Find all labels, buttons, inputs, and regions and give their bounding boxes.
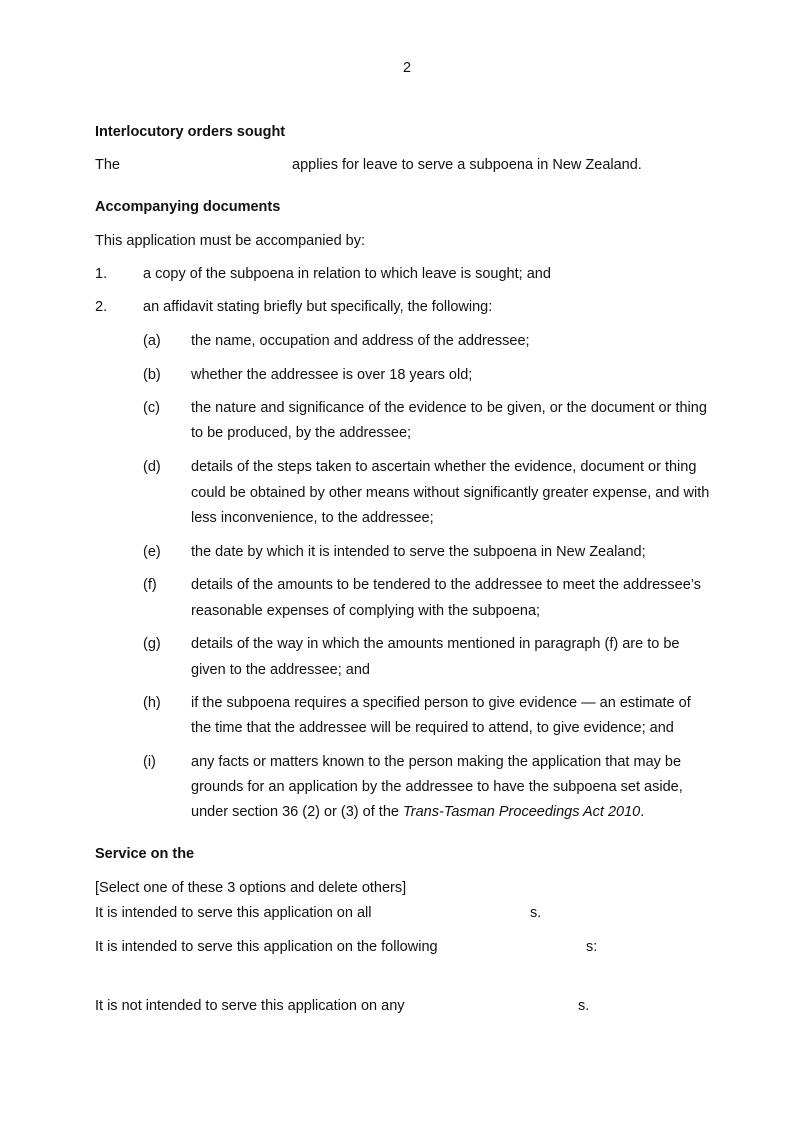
- subitem-text: the nature and significance of the evidence to be given, or the document or thing: [191, 400, 707, 416]
- service-option-1-end: s.: [530, 905, 542, 921]
- subitem-text: details of the steps taken to ascertain whether the evidence, document or thing: [191, 459, 697, 475]
- subitem-text: the time that the addressee will be required to attend, to give evidence; and: [191, 720, 674, 736]
- subitem-text: reasonable expenses of complying with the subpoena;: [191, 603, 541, 619]
- service-option-2-end: s:: [586, 939, 598, 955]
- list-item-text: an affidavit stating briefly but specifically, the following:: [143, 299, 493, 315]
- subitem-label: (c): [143, 400, 160, 416]
- interlocutory-the: The: [95, 157, 120, 173]
- act-title-period: .: [640, 804, 645, 820]
- service-option-2: It is intended to serve this application on the following: [95, 939, 438, 955]
- subitem-label: (f): [143, 577, 157, 593]
- subitem-text: given to the addressee; and: [191, 662, 370, 678]
- subitem-label: (d): [143, 459, 161, 475]
- subitem-text: could be obtained by other means without significantly greater expense, and with: [191, 485, 710, 501]
- service-option-3-end: s.: [578, 998, 590, 1014]
- service-option-1: It is intended to serve this application on all: [95, 905, 372, 921]
- subitem-text: details of the amounts to be tendered to the addressee to meet the addressee’s: [191, 577, 701, 593]
- section-heading-accompanying: Accompanying documents: [95, 199, 281, 215]
- list-item-text: a copy of the subpoena in relation to which leave is sought; and: [143, 266, 551, 282]
- subitem-label: (a): [143, 333, 161, 349]
- subitem-label: (i): [143, 754, 156, 770]
- section-heading-interlocutory: Interlocutory orders sought: [95, 124, 286, 140]
- subitem-text: to be produced, by the addressee;: [191, 425, 412, 441]
- subitem-text: if the subpoena requires a specified person to give evidence — an estimate of: [191, 695, 691, 711]
- subitem-label: (e): [143, 544, 161, 560]
- list-number: 1.: [95, 266, 108, 282]
- subitem-label: (b): [143, 367, 161, 383]
- subitem-text: grounds for an application by the addressee to have the subpoena set aside,: [191, 779, 683, 795]
- accompanying-intro: This application must be accompanied by:: [95, 233, 366, 249]
- subitem-text: the date by which it is intended to serve the subpoena in New Zealand;: [191, 544, 646, 560]
- act-title: Trans-Tasman Proceedings Act 2010: [402, 804, 641, 820]
- subitem-text: under section 36 (2) or (3) of the: [191, 804, 399, 820]
- subitem-text-final: [191, 803, 644, 821]
- list-number: 2.: [95, 299, 108, 315]
- interlocutory-text: applies for leave to serve a subpoena in New Zealand.: [292, 157, 642, 173]
- subitem-label: (h): [143, 695, 161, 711]
- subitem-text: whether the addressee is over 18 years old;: [191, 367, 473, 383]
- subitem-text: details of the way in which the amounts mentioned in paragraph (f) are to be: [191, 636, 680, 652]
- page-number: 2: [403, 60, 412, 76]
- subitem-label: (g): [143, 636, 161, 652]
- service-option-3: It is not intended to serve this application on any: [95, 998, 405, 1014]
- subitem-text: any facts or matters known to the person making the application that may be: [191, 754, 682, 770]
- subitem-text: less inconvenience, to the addressee;: [191, 510, 434, 526]
- service-instruction: [Select one of these 3 options and delete others]: [95, 880, 407, 896]
- section-heading-service: Service on the: [95, 846, 195, 862]
- subitem-text: the name, occupation and address of the addressee;: [191, 333, 530, 349]
